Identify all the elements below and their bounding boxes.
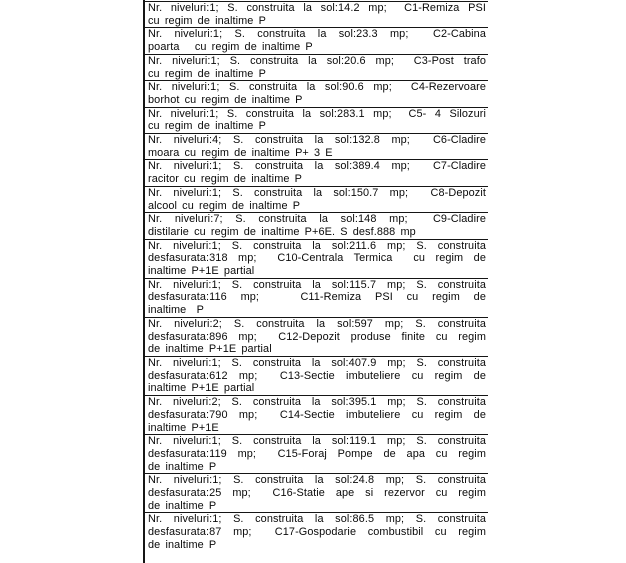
row-line: de inaltime P+1E partial (148, 343, 272, 356)
table-row (145, 133, 488, 159)
row-line: alcool cu regim de inaltime P (148, 199, 301, 212)
row-line: desfasurata:790 mp; C14-Sectie imbuteliere cu regim de (148, 408, 486, 421)
table-row (145, 27, 488, 53)
row-line: Nr. niveluri:1; S. construita la sol:86.5 mp; S. construita (148, 513, 486, 526)
table-row (145, 395, 488, 434)
row-line: Nr. niveluri:1; S. construita la sol:211.6 mp; S. construita (148, 239, 486, 252)
table-row (145, 212, 488, 238)
table-row (145, 54, 488, 80)
table-row (145, 317, 488, 356)
row-line: de inaltime P (148, 538, 217, 551)
row-line: poarta cu regim de inaltime P (148, 41, 313, 54)
table-row (145, 473, 488, 512)
row-line: desfasurata:116 mp; C11-Remiza PSI cu regim de (148, 291, 486, 304)
table-row (145, 278, 488, 317)
row-line: inaltime P+1E partial (148, 382, 255, 395)
row-line: de inaltime P (148, 499, 217, 512)
table-row (145, 1, 488, 27)
table-row (145, 186, 488, 212)
row-line: desfasurata:318 mp; C10-Centrala Termica cu regim de (148, 252, 486, 265)
row-line: Nr. niveluri:1; S. construita la sol:407.9 mp; S. construita (148, 356, 486, 369)
row-line: Nr. niveluri:1; S. construita la sol:115.7 mp; S. construita (148, 278, 486, 291)
row-line: inaltime P+1E (148, 421, 219, 434)
row-line: moara cu regim de inaltime P+ 3 E (148, 146, 333, 159)
row-line: desfasurata:896 mp; C12-Depozit produse finite cu regim (148, 330, 486, 343)
table-row (145, 434, 488, 473)
row-line: Nr. niveluri:2; S. construita la sol:395.1 mp; S. construita (148, 396, 486, 409)
table-row (145, 107, 488, 133)
row-line: desfasurata:119 mp; C15-Foraj Pompe de apa cu regim (148, 447, 486, 460)
row-line: Nr. niveluri:1; S. construita la sol:283.1 mp; C5- 4 Silozuri (148, 107, 486, 120)
row-line: desfasurata:25 mp; C16-Statie ape si rezervor cu regim (148, 487, 486, 500)
row-line: Nr. niveluri:1; S. construita la sol:90.6 mp; C4-Rezervoare (148, 81, 486, 94)
row-line: Nr. niveluri:1; S. construita la sol:119.1 mp; S. construita (148, 435, 486, 448)
row-line: distilarie cu regim de inaltime P+6E. S desf.888 mp (148, 225, 416, 238)
table-row (145, 159, 488, 185)
row-line: borhot cu regim de inaltime P (148, 93, 303, 106)
row-line: desfasurata:87 mp; C17-Gospodarie combustibil cu regim (148, 526, 486, 539)
row-line: Nr. niveluri:1; S. construita la sol:14.2 mp; C1-Remiza PSI (148, 2, 486, 14)
row-line: Nr. niveluri:1; S. construita la sol:389.4 mp; C7-Cladire (148, 160, 486, 173)
row-line: desfasurata:612 mp; C13-Sectie imbuteliere cu regim de (148, 369, 486, 382)
row-line: inaltime P+1E partial (148, 265, 255, 278)
row-line: Nr. niveluri:1; S. construita la sol:150.7 mp; C8-Depozit (148, 186, 486, 199)
row-line: de inaltime P (148, 460, 217, 473)
buildings-table (143, 0, 488, 563)
row-line: Nr. niveluri:1; S. construita la sol:20.6 mp; C3-Post trafo (148, 54, 486, 67)
row-line: cu regim de inaltime P (148, 67, 266, 80)
table-row (145, 80, 488, 106)
row-line: inaltime P (148, 304, 204, 317)
row-line: cu regim de inaltime P (148, 120, 266, 133)
table-row (145, 356, 488, 395)
row-line: Nr. niveluri:1; S. construita la sol:24.8 mp; S. construita (148, 474, 486, 487)
row-line: Nr. niveluri:2; S. construita la sol:597 mp; S. construita (148, 317, 486, 330)
table-row (145, 239, 488, 278)
row-line: Nr. niveluri:4; S. construita la sol:132.8 mp; C6-Cladire (148, 134, 486, 147)
row-line: Nr. niveluri:1; S. construita la sol:23.3 mp; C2-Cabina (148, 28, 486, 41)
row-line: racitor cu regim de inaltime P (148, 173, 303, 186)
table-row (145, 512, 488, 551)
row-line: Nr. niveluri:7; S. construita la sol:148 mp; C9-Cladire (148, 213, 486, 226)
row-line: cu regim de inaltime P (148, 14, 266, 27)
